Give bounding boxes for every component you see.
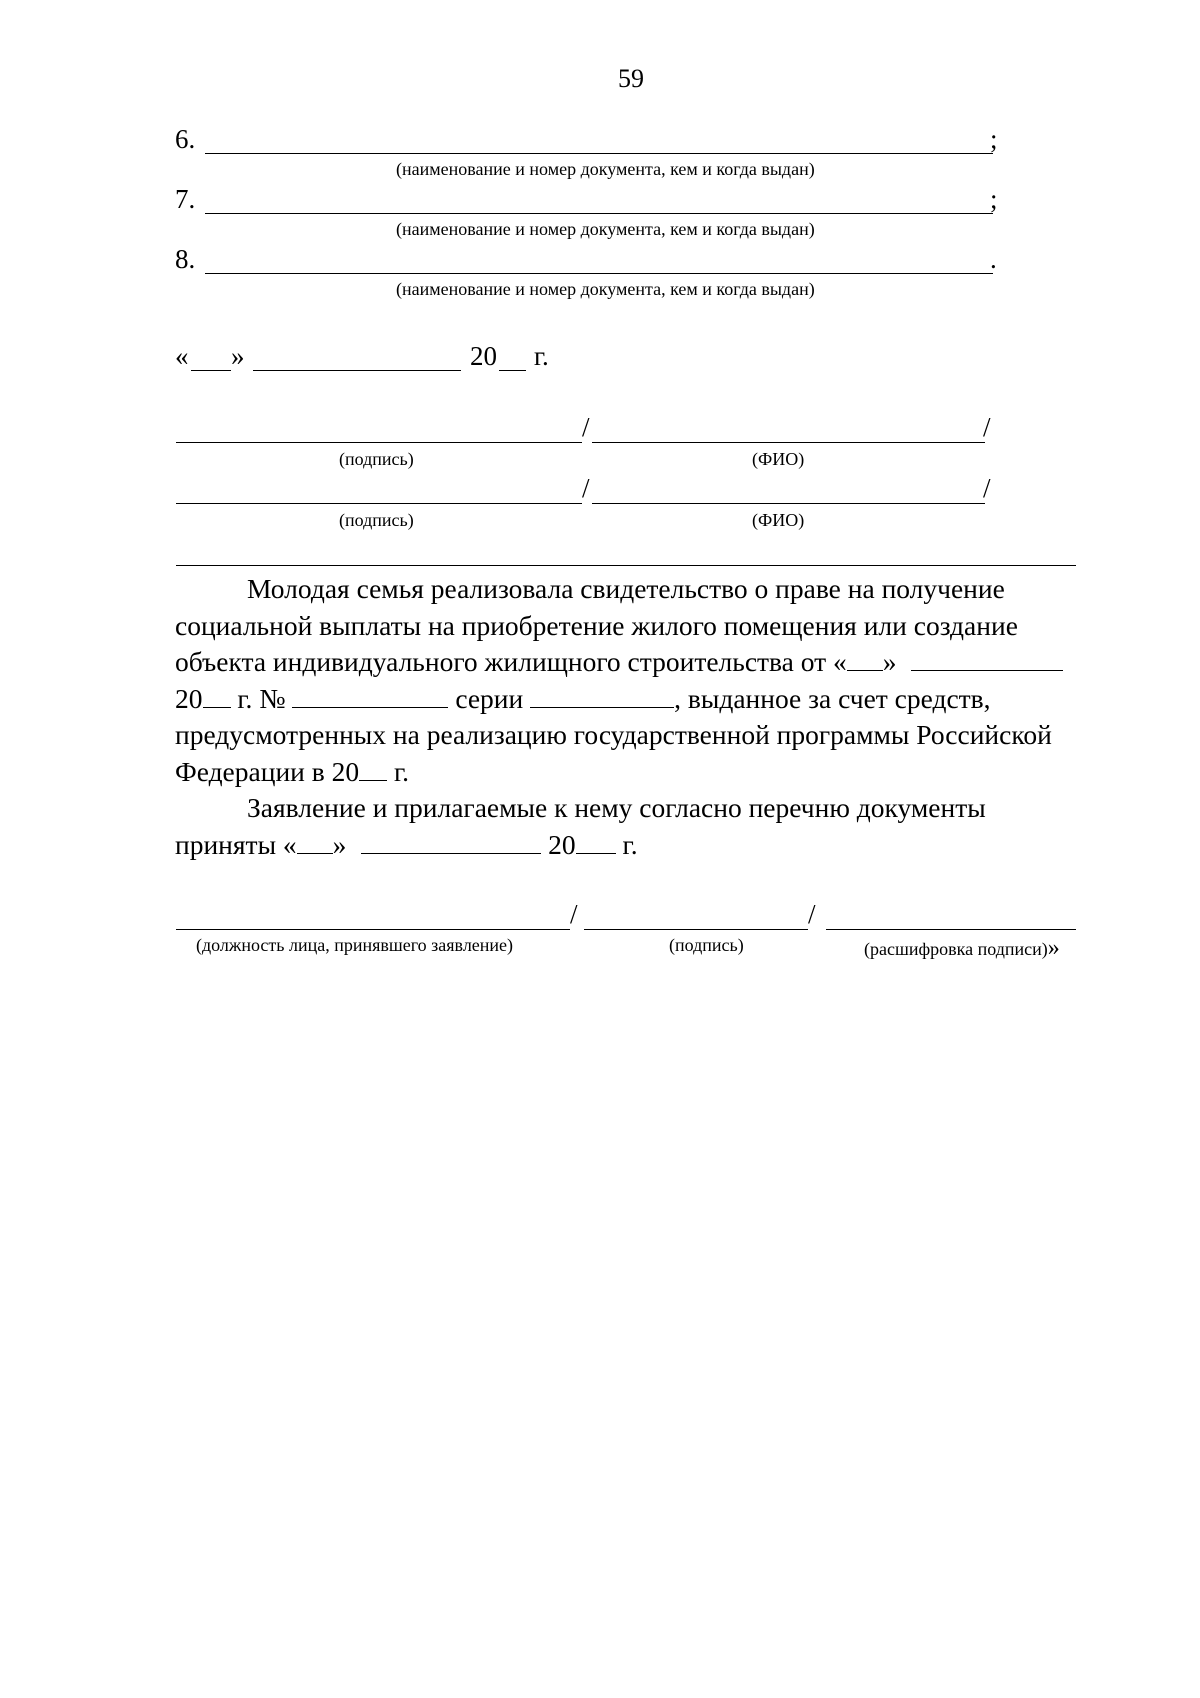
position-separator: / <box>570 899 578 929</box>
date-close-quote: » <box>231 341 245 371</box>
signature-decode-caption <box>864 935 1060 962</box>
fio-2-caption: (ФИО) <box>752 510 805 530</box>
accepted-year-suffix: г. <box>622 828 638 860</box>
word: согласно <box>639 792 742 823</box>
word: перечню <box>748 792 850 823</box>
word: нему <box>574 792 633 823</box>
certificate-day-field[interactable] <box>847 646 883 671</box>
position-caption: (должность лица, принявшего заявление) <box>196 935 514 955</box>
federation-year-field[interactable] <box>359 756 387 781</box>
signature-1-separator: / <box>582 412 590 442</box>
paragraph-1-line-5 <box>175 717 1087 754</box>
date-open-quote: « <box>175 341 189 371</box>
fio-1-separator: / <box>983 412 991 442</box>
word: или <box>863 609 907 641</box>
word: семья <box>356 573 424 604</box>
page-number: 59 <box>618 64 644 93</box>
federation-year-suffix: г. <box>393 755 410 787</box>
doc-line-8-field[interactable] <box>205 273 993 274</box>
accepted-day-field[interactable] <box>297 829 333 854</box>
doc-line-8-caption: (наименование и номер документа, кем и когда выдан) <box>396 279 815 299</box>
word: Молодая <box>247 573 350 604</box>
doc-line-7-field[interactable] <box>205 213 993 214</box>
paragraph-1-line-6 <box>175 754 1087 791</box>
signature-2-caption: (подпись) <box>339 510 414 530</box>
word: о <box>754 573 769 604</box>
certificate-day-quote: » <box>882 646 897 677</box>
accepted-year-field[interactable] <box>576 829 616 854</box>
word: выплаты <box>319 609 422 641</box>
closing-quote: » <box>1047 935 1060 961</box>
fio-1-field[interactable] <box>592 442 985 443</box>
date-month-field[interactable] <box>253 370 461 371</box>
certificate-series-label: серии <box>455 682 524 714</box>
doc-line-8-end: . <box>990 244 997 274</box>
doc-line-6-field[interactable] <box>205 153 993 154</box>
date-year-suffix: г. <box>534 341 549 371</box>
paragraph-1-line-1 <box>175 571 1087 608</box>
word: социальной <box>175 609 313 641</box>
word: приобретение <box>461 609 625 641</box>
word: на <box>427 609 455 641</box>
program-text: предусмотренных на реализацию государственной программы Российской <box>175 719 1052 750</box>
doc-line-7-end: ; <box>990 184 998 214</box>
certificate-number-label: № <box>259 682 286 714</box>
paragraph-1-line-4 <box>175 681 1087 718</box>
fio-2-separator: / <box>983 473 991 503</box>
accepted-month-field[interactable] <box>361 829 541 854</box>
date-year-field[interactable] <box>499 370 526 371</box>
paragraph-2-line-2 <box>175 827 1087 864</box>
word: и <box>372 792 388 823</box>
paragraph-2 <box>175 790 1087 863</box>
signature-2-separator: / <box>582 473 590 503</box>
section-divider <box>176 565 1076 566</box>
word: свидетельство <box>580 573 748 604</box>
doc-line-6-end: ; <box>990 124 998 154</box>
date-day-field[interactable] <box>191 370 231 371</box>
certificate-year-suffix: г. <box>237 682 253 714</box>
signature-decode-label: (расшифровка подписи) <box>864 939 1048 959</box>
doc-line-number-6: 6. <box>175 124 196 154</box>
doc-line-6-caption: (наименование и номер документа, кем и когда выдан) <box>396 159 815 179</box>
certificate-year-field[interactable] <box>203 683 231 708</box>
paragraph-1 <box>175 571 1087 790</box>
date-year-prefix: 20 <box>470 341 497 371</box>
signature-1-caption: (подпись) <box>339 449 414 469</box>
doc-line-number-7: 7. <box>175 184 196 214</box>
certificate-issued-text: , выданное за счет средств, <box>674 682 991 714</box>
word: документы <box>856 792 986 823</box>
certificate-date-label: объекта индивидуального жилищного строительства от « <box>175 646 847 677</box>
word: реализовала <box>430 573 574 604</box>
doc-line-number-8: 8. <box>175 244 196 274</box>
accepted-day-quote: » <box>332 828 347 860</box>
word: Заявление <box>247 792 366 823</box>
accepted-year-prefix: 20 <box>548 828 576 860</box>
word: на <box>847 573 875 604</box>
signature-separator: / <box>808 899 816 929</box>
signature-1-field[interactable] <box>176 442 582 443</box>
doc-line-7-caption: (наименование и номер документа, кем и когда выдан) <box>396 219 815 239</box>
word: к <box>554 792 568 823</box>
accepted-label: приняты « <box>175 828 297 860</box>
federation-year-text: Федерации в 20 <box>175 755 360 787</box>
word: жилого <box>631 609 717 641</box>
paragraph-1-line-3 <box>175 644 1087 681</box>
paragraph-2-line-1 <box>175 790 1087 827</box>
certificate-number-field[interactable] <box>292 683 448 708</box>
certificate-month-field[interactable] <box>911 646 1063 671</box>
certificate-series-field[interactable] <box>530 683 674 708</box>
word: прилагаемые <box>394 792 548 823</box>
final-signature-caption: (подпись) <box>669 935 744 955</box>
fio-1-caption: (ФИО) <box>752 449 805 469</box>
certificate-year-prefix: 20 <box>175 682 203 714</box>
word: помещения <box>723 609 857 641</box>
word: праве <box>775 573 841 604</box>
position-field[interactable] <box>176 929 570 930</box>
signature-2-field[interactable] <box>176 503 582 504</box>
signature-decode-field[interactable] <box>826 929 1076 930</box>
fio-2-field[interactable] <box>592 503 985 504</box>
paragraph-1-line-2 <box>175 608 1087 645</box>
word: получение <box>881 573 1005 604</box>
word: создание <box>913 609 1018 641</box>
final-signature-field[interactable] <box>584 929 808 930</box>
